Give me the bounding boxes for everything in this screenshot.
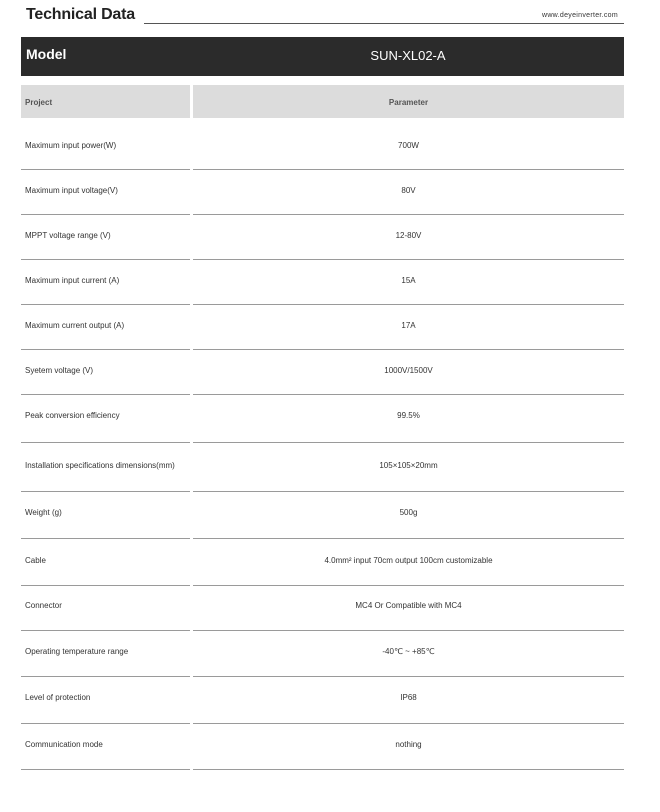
model-label: Model xyxy=(26,46,67,62)
cell-parameter: 80V xyxy=(401,186,416,195)
row-divider xyxy=(193,491,624,492)
row-divider xyxy=(21,214,190,215)
row-divider xyxy=(21,585,190,586)
row-divider xyxy=(21,394,190,395)
page-title: Technical Data xyxy=(26,6,135,23)
row-divider xyxy=(193,169,624,170)
row-divider xyxy=(193,585,624,586)
model-bar xyxy=(21,37,624,76)
cell-parameter: 17A xyxy=(401,321,416,330)
cell-project: Weight (g) xyxy=(25,508,62,517)
cell-project: Cable xyxy=(25,556,46,565)
row-divider xyxy=(21,259,190,260)
row-divider xyxy=(193,723,624,724)
cell-parameter: 1000V/1500V xyxy=(384,366,433,375)
row-divider xyxy=(193,538,624,539)
row-divider xyxy=(21,169,190,170)
cell-project: Maximum current output (A) xyxy=(25,321,125,330)
row-divider xyxy=(193,769,624,770)
cell-parameter: 12-80V xyxy=(395,231,422,240)
column-header-parameter xyxy=(193,85,624,118)
row-divider xyxy=(21,630,190,631)
cell-parameter: IP68 xyxy=(400,693,417,702)
cell-project: Communication mode xyxy=(25,740,103,749)
cell-project: Maximum input current (A) xyxy=(25,276,120,285)
row-divider xyxy=(193,349,624,350)
cell-parameter: 15A xyxy=(401,276,416,285)
page-header xyxy=(26,6,624,26)
cell-parameter: -40℃ ~ +85℃ xyxy=(382,647,435,656)
cell-parameter: 99.5% xyxy=(397,411,420,420)
cell-project: Operating temperature range xyxy=(25,647,129,656)
cell-project: Syetem voltage (V) xyxy=(25,366,94,375)
row-divider xyxy=(193,214,624,215)
row-divider xyxy=(193,676,624,677)
row-divider xyxy=(21,304,190,305)
model-value: SUN-XL02-A xyxy=(370,48,446,63)
row-divider xyxy=(193,630,624,631)
row-divider xyxy=(21,769,190,770)
cell-project: Installation specifications dimensions(mm) xyxy=(25,461,175,470)
cell-project: MPPT voltage range (V) xyxy=(25,231,111,240)
cell-project: Maximum input power(W) xyxy=(25,141,117,150)
row-divider xyxy=(193,304,624,305)
column-header-project xyxy=(21,85,190,118)
cell-project: Connector xyxy=(25,601,62,610)
cell-parameter: 105×105×20mm xyxy=(379,461,438,470)
row-divider xyxy=(21,442,190,443)
row-divider xyxy=(193,259,624,260)
cell-parameter: 4.0mm² input 70cm output 100cm customizable xyxy=(324,556,493,565)
cell-project: Maximum input voltage(V) xyxy=(25,186,118,195)
row-divider xyxy=(193,394,624,395)
row-divider xyxy=(21,349,190,350)
column-header-parameter-label: Parameter xyxy=(388,98,429,107)
row-divider xyxy=(21,491,190,492)
cell-parameter: nothing xyxy=(395,740,422,749)
cell-project: Peak conversion efficiency xyxy=(25,411,120,420)
cell-parameter: 700W xyxy=(398,141,419,150)
cell-project: Level of protection xyxy=(25,693,91,702)
website-url: www.deyeinverter.com xyxy=(541,12,618,19)
row-divider xyxy=(21,723,190,724)
header-divider xyxy=(144,23,624,24)
row-divider xyxy=(21,676,190,677)
row-divider xyxy=(21,538,190,539)
cell-parameter: MC4 Or Compatible with MC4 xyxy=(355,601,462,610)
column-header-project-label: Project xyxy=(25,98,53,107)
cell-parameter: 500g xyxy=(399,508,418,517)
row-divider xyxy=(193,442,624,443)
